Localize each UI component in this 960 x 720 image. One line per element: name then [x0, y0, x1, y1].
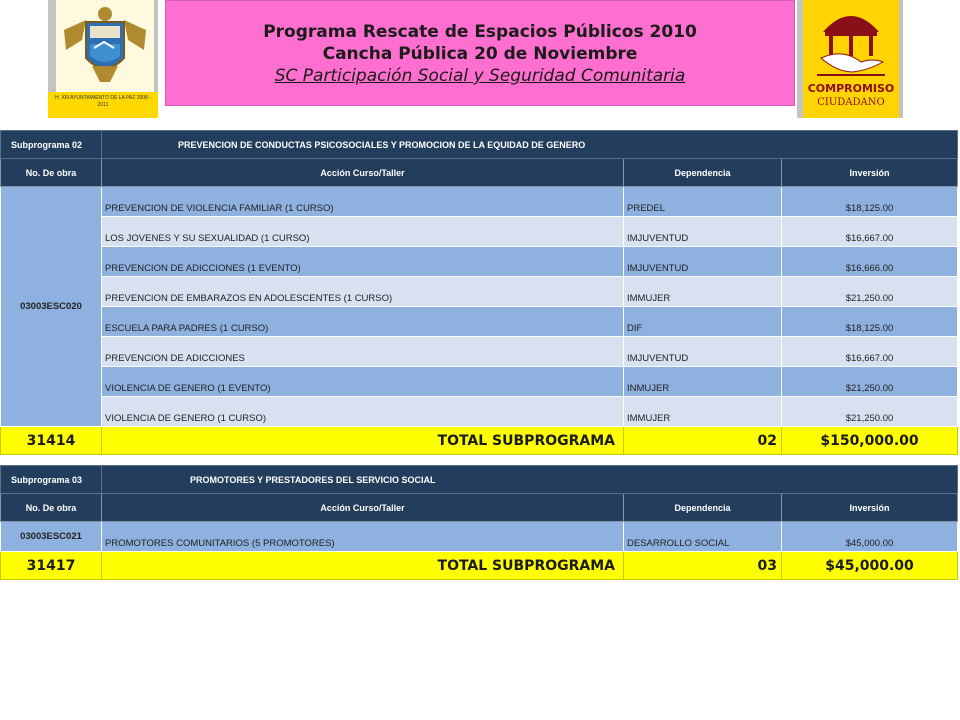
program-title: Programa Rescate de Espacios Públicos 2010 — [263, 22, 697, 42]
table-row — [1, 247, 958, 277]
dependency-cell: IMJUVENTUD — [624, 217, 782, 247]
col-header-action: Acción Curso/Taller — [102, 494, 624, 522]
col-header-code: No. De obra — [1, 159, 102, 187]
col-header-investment: Inversión — [782, 494, 958, 522]
subprogram-02-table — [0, 130, 958, 455]
col-header-action: Acción Curso/Taller — [102, 159, 624, 187]
subprogram-label: Subprograma 02 — [1, 131, 102, 159]
table-row — [1, 337, 958, 367]
total-amount: $45,000.00 — [782, 552, 958, 580]
subprogram-name: PROMOTORES Y PRESTADORES DEL SERVICIO SOCIAL — [102, 466, 958, 494]
work-code-cell: 03003ESC021 — [1, 522, 102, 552]
subprogram-header-row — [1, 131, 958, 159]
investment-cell: $18,125.00 — [782, 307, 958, 337]
investment-cell: $21,250.00 — [782, 277, 958, 307]
logo-caption: H. XIII AYUNTAMIENTO DE LA PAZ 2008 - 2011 — [55, 95, 151, 108]
subprogram-name: PREVENCION DE CONDUCTAS PSICOSOCIALES Y PROMOCION DE LA EQUIDAD DE GENERO — [102, 131, 958, 159]
dependency-cell: DIF — [624, 307, 782, 337]
total-row — [1, 427, 958, 455]
dependency-cell: PREDEL — [624, 187, 782, 217]
subprogram-label: Subprograma 03 — [1, 466, 102, 494]
action-cell: PREVENCION DE VIOLENCIA FAMILIAR (1 CURSO) — [102, 187, 624, 217]
table-row — [1, 522, 958, 552]
action-cell: PREVENCION DE ADICCIONES — [102, 337, 624, 367]
col-header-investment: Inversión — [782, 159, 958, 187]
investment-cell: $21,250.00 — [782, 367, 958, 397]
column-header-row — [1, 159, 958, 187]
table-row — [1, 277, 958, 307]
subprogram-header-row — [1, 466, 958, 494]
action-cell: PREVENCION DE ADICCIONES (1 EVENTO) — [102, 247, 624, 277]
investment-cell: $45,000.00 — [782, 522, 958, 552]
total-row — [1, 552, 958, 580]
action-cell: VIOLENCIA DE GENERO (1 EVENTO) — [102, 367, 624, 397]
investment-cell: $16,667.00 — [782, 337, 958, 367]
dependency-cell: DESARROLLO SOCIAL — [624, 522, 782, 552]
total-subprogram-number: 02 — [624, 427, 782, 455]
total-amount: $150,000.00 — [782, 427, 958, 455]
table-row — [1, 187, 958, 217]
dependency-cell: IMJUVENTUD — [624, 337, 782, 367]
investment-cell: $21,250.00 — [782, 397, 958, 427]
investment-cell: $18,125.00 — [782, 187, 958, 217]
col-header-code: No. De obra — [1, 494, 102, 522]
dependency-cell: IMJUVENTUD — [624, 247, 782, 277]
table-row — [1, 307, 958, 337]
col-header-dependency: Dependencia — [624, 494, 782, 522]
work-code-cell: 03003ESC020 — [1, 187, 102, 427]
table-row — [1, 217, 958, 247]
municipal-logo — [48, 0, 158, 118]
table-row — [1, 367, 958, 397]
dependency-cell: IMMUJER — [624, 397, 782, 427]
action-cell: PREVENCION DE EMBARAZOS EN ADOLESCENTES (1 CURSO) — [102, 277, 624, 307]
col-header-dependency: Dependencia — [624, 159, 782, 187]
venue-title: Cancha Pública 20 de Noviembre — [322, 44, 638, 64]
compromiso-ciudadano-logo — [797, 0, 903, 118]
investment-cell: $16,667.00 — [782, 217, 958, 247]
action-cell: PROMOTORES COMUNITARIOS (5 PROMOTORES) — [102, 522, 624, 552]
title-banner — [165, 0, 795, 106]
investment-cell: $16,666.00 — [782, 247, 958, 277]
subprogram-03-table — [0, 465, 958, 580]
total-code: 31414 — [1, 427, 102, 455]
total-label: TOTAL SUBPROGRAMA — [102, 427, 624, 455]
dependency-cell: IMMUJER — [624, 277, 782, 307]
action-cell: VIOLENCIA DE GENERO (1 CURSO) — [102, 397, 624, 427]
action-cell: LOS JOVENES Y SU SEXUALIDAD (1 CURSO) — [102, 217, 624, 247]
logo-word-ciudadano: CIUDADANO — [817, 97, 885, 108]
logo-word-compromiso: COMPROMISO — [807, 82, 895, 95]
action-cell: ESCUELA PARA PADRES (1 CURSO) — [102, 307, 624, 337]
column-header-row — [1, 494, 958, 522]
total-label: TOTAL SUBPROGRAMA — [102, 552, 624, 580]
table-row — [1, 397, 958, 427]
total-code: 31417 — [1, 552, 102, 580]
area-subtitle: SC Participación Social y Seguridad Comunitaria — [274, 66, 686, 86]
total-subprogram-number: 03 — [624, 552, 782, 580]
dependency-cell: INMUJER — [624, 367, 782, 397]
